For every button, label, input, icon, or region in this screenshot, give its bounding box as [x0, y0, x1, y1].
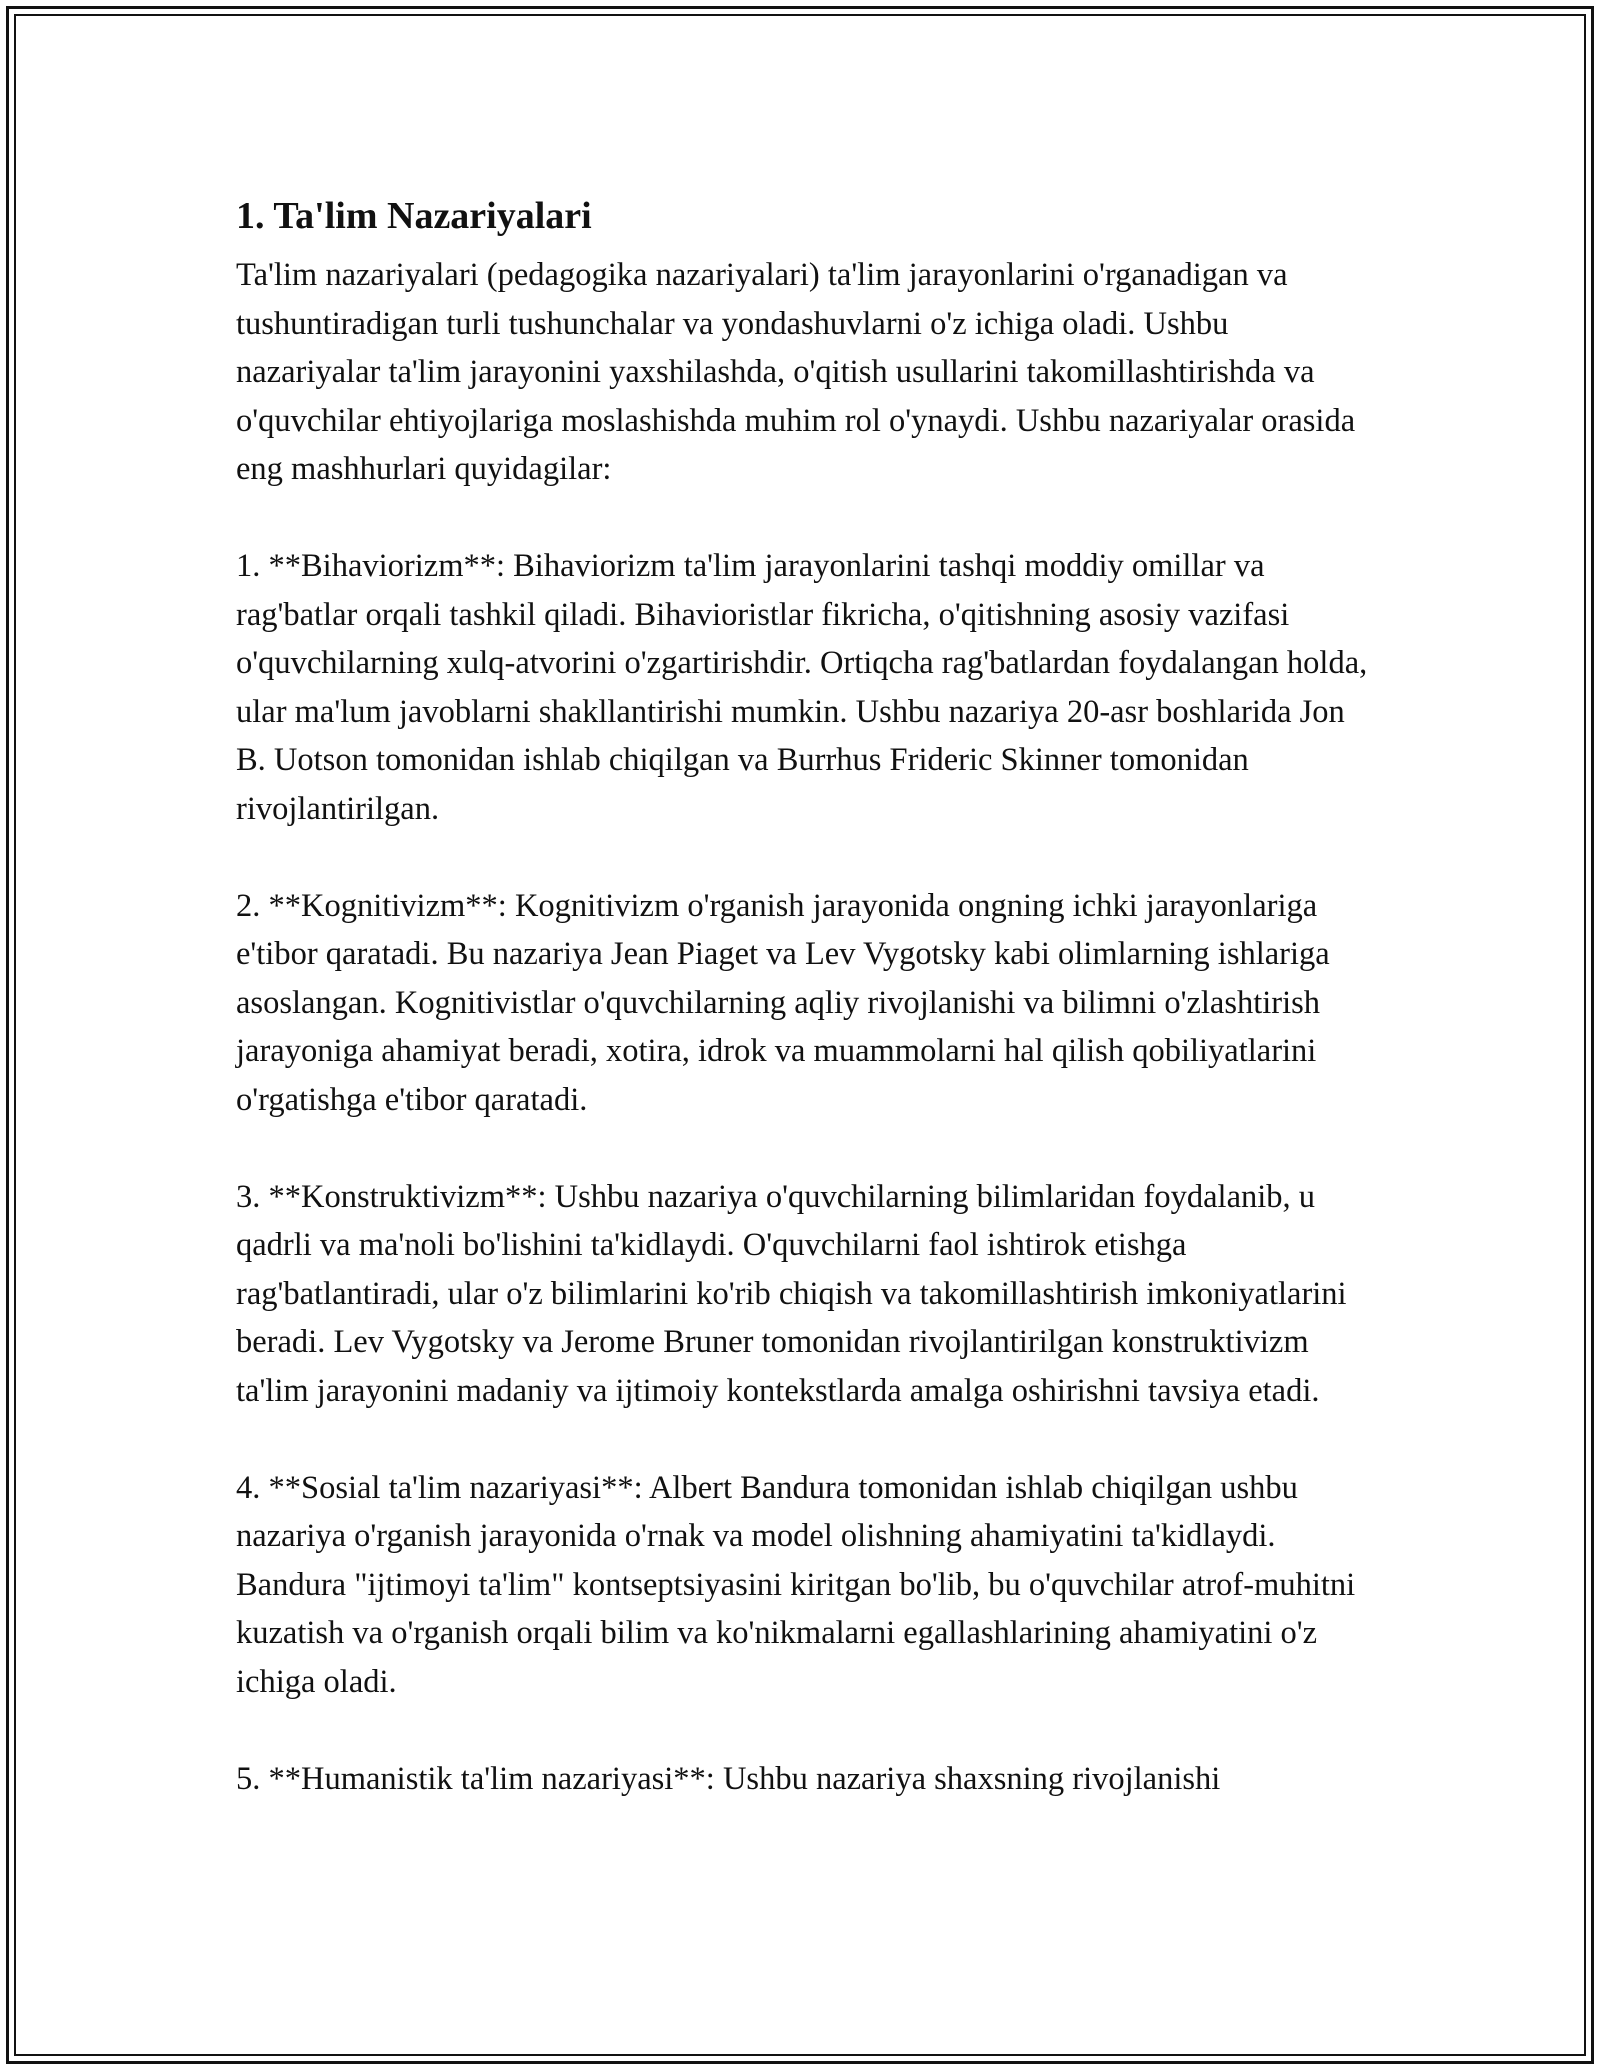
paragraph-gap — [236, 833, 1376, 882]
theory-item-humanistic: 5. **Humanistik ta'lim nazariyasi**: Ushbu nazariya shaxsning rivojlanishi — [236, 1760, 1221, 1797]
paragraph-gap — [236, 494, 1376, 543]
document-body — [236, 183, 1376, 1803]
theory-item-behaviorism: 1. **Bihaviorizm**: Bihaviorizm ta'lim jarayonlarini tashqi moddiy omillar va rag'batlar orqali tashkil qiladi. Bihavioristlar fikricha, o'qitishning asosiy vazifasi o'quvchilarning xulq-atvorini o'zgartirishdir. Ortiqcha rag'batlardan foydalangan holda, ular ma'lum javoblarni shakllantirishi mumkin. Ushbu nazariya 20-asr boshlarida Jon B. Uotson tomonidan ishlab chiqilgan va Burrhus Frideric Skinner tomonidan rivojlantirilgan. — [236, 548, 1376, 827]
theory-item-cognitivism: 2. **Kognitivizm**: Kognitivizm o'rganish jarayonida ongning ichki jarayonlariga e'tibor qaratadi. Bu nazariya Jean Piaget va Lev Vygotsky kabi olimlarning ishlariga asoslangan. Kognitivistlar o'quvchilarning aqliy rivojlanishi va bilimni o'zlashtirish jarayoniga ahamiyat beradi, xotira, idrok va muammolarni hal qilish qobiliyatlarini o'rgatishga e'tibor qaratadi. — [236, 887, 1338, 1118]
intro-paragraph: Ta'lim nazariyalari (pedagogika nazariyalari) ta'lim jarayonlarini o'rganadigan va tushuntiradigan turli tushunchalar va yondashuvlarni o'z ichiga oladi. Ushbu nazariyalar ta'lim jarayonini yaxshilashda, o'qitish usullarini takomillashtirishda va o'quvchilar ehtiyojlariga moslashishda muhim rol o'ynaydi. Ushbu nazariyalar orasida eng mashhurlari quyidagilar: — [236, 257, 1364, 487]
paragraph-gap — [236, 1415, 1376, 1464]
theory-item-social-learning: 4. **Sosial ta'lim nazariyasi**: Albert Bandura tomonidan ishlab chiqilgan ushbu nazariya o'rganish jarayonida o'rnak va model olishning ahamiyatini ta'kidlaydi. Bandura "ijtimoyi ta'lim" kontseptsiyasini kiritgan bo'lib, bu o'quvchilar atrof-muhitni kuzatish va o'rganish orqali bilim va ko'nikmalarni egallashlarining ahamiyatini o'z ichiga oladi. — [236, 1469, 1364, 1700]
theory-item-constructivism: 3. **Konstruktivizm**: Ushbu nazariya o'quvchilarning bilimlaridan foydalanib, u qadrli va ma'noli bo'lishini ta'kidlaydi. O'quvchilarni faol ishtirok etishga rag'batlantiradi, ular o'z bilimlarini ko'rib chiqish va takomillashtirish imkoniyatlarini beradi. Lev Vygotsky va Jerome Bruner tomonidan rivojlantirilgan konstruktivizm ta'lim jarayonini madaniy va ijtimoiy kontekstlarda amalga oshirishni tavsiya etadi. — [236, 1178, 1355, 1409]
paragraph-gap — [236, 1124, 1376, 1173]
section-heading: 1. Ta'lim Nazariyalari — [236, 195, 592, 237]
paragraph-gap — [236, 1706, 1376, 1755]
